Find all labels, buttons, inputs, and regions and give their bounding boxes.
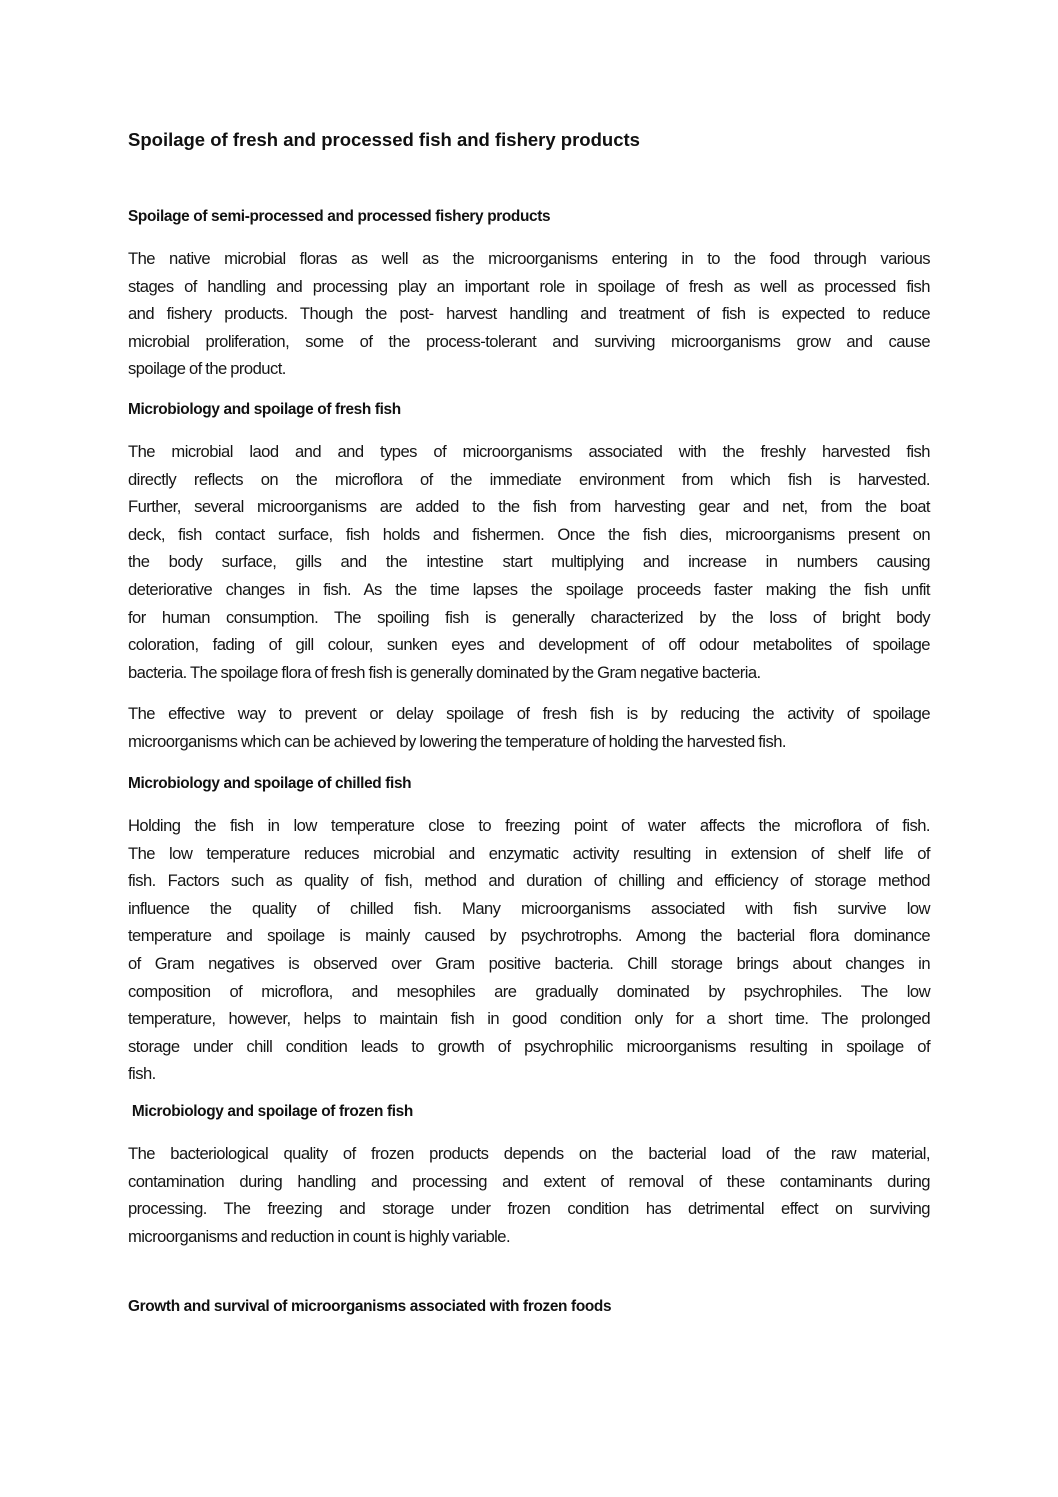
text-line: The native microbial floras as well as the microorganisms entering in to the food through various bbox=[128, 249, 930, 268]
text-line: The low temperature reduces microbial and enzymatic activity resulting in extension of shelf life of bbox=[128, 843, 930, 863]
text-line: microorganisms which can be achieved by lowering the temperature of holding the harvested fish. bbox=[128, 731, 786, 751]
text-line: contamination during handling and processing and extent of removal of these contaminants during bbox=[128, 1171, 930, 1191]
paragraph-fresh-fish bbox=[128, 438, 930, 686]
text-line: storage under chill condition leads to growth of psychrophilic microorganisms resulting in spoilage of bbox=[128, 1036, 930, 1056]
paragraph-frozen-fish bbox=[128, 1140, 930, 1250]
text-line: deteriorative changes in fish. As the time lapses the spoilage proceeds faster making the fish unfit bbox=[128, 579, 930, 599]
text-line: The microbial laod and and types of microorganisms associated with the freshly harvested fish bbox=[128, 442, 930, 461]
text-line: of Gram negatives is observed over Gram positive bacteria. Chill storage brings about changes in bbox=[128, 953, 930, 973]
paragraph-chilled-fish bbox=[128, 812, 930, 1088]
text-line: fish. bbox=[128, 1064, 156, 1084]
section-heading-frozen-foods-growth: Growth and survival of microorganisms associated with frozen foods bbox=[128, 1298, 612, 1315]
text-line: bacteria. The spoilage flora of fresh fish is generally dominated by the Gram negative bacteria. bbox=[128, 662, 761, 682]
text-line: and fishery products. Though the post- harvest handling and treatment of fish is expected to reduce bbox=[128, 304, 930, 324]
text-line: for human consumption. The spoiling fish is generally characterized by the loss of bright body bbox=[128, 607, 930, 627]
section-heading-fresh-fish: Microbiology and spoilage of fresh fish bbox=[128, 401, 401, 418]
section-heading-chilled-fish: Microbiology and spoilage of chilled fish bbox=[128, 775, 412, 792]
text-line: Further, several microorganisms are added to the fish from harvesting gear and net, from the boat bbox=[128, 497, 930, 517]
text-line: deck, fish contact surface, fish holds and fishermen. Once the fish dies, microorganisms present on bbox=[128, 524, 930, 544]
text-line: processing. The freezing and storage under frozen condition has detrimental effect on surviving bbox=[128, 1199, 930, 1219]
text-line: directly reflects on the microflora of the immediate environment from which fish is harvested. bbox=[128, 469, 930, 489]
text-line: microbial proliferation, some of the process-tolerant and surviving microorganisms grow and cause bbox=[128, 331, 930, 351]
text-line: The effective way to prevent or delay spoilage of fresh fish is by reducing the activity of spoilage bbox=[128, 704, 930, 723]
text-line: spoilage of the product. bbox=[128, 359, 286, 379]
section-heading-processed-products: Spoilage of semi-processed and processed fishery products bbox=[128, 208, 551, 225]
text-line: temperature and spoilage is mainly caused by psychrotrophs. Among the bacterial flora dominance bbox=[128, 926, 930, 946]
text-line: coloration, fading of gill colour, sunken eyes and development of off odour metabolites of spoilage bbox=[128, 635, 930, 655]
text-line: influence the quality of chilled fish. Many microorganisms associated with fish survive low bbox=[128, 898, 930, 918]
text-line: temperature, however, helps to maintain fish in good condition only for a short time. The prolonged bbox=[128, 1009, 930, 1029]
paragraph-prevent-spoilage bbox=[128, 700, 930, 755]
section-heading-frozen-fish: Microbiology and spoilage of frozen fish bbox=[128, 1103, 413, 1120]
text-line: fish. Factors such as quality of fish, method and duration of chilling and efficiency of storage method bbox=[128, 871, 930, 891]
text-line: the body surface, gills and the intestine start multiplying and increase in numbers causing bbox=[128, 552, 930, 572]
document-title: Spoilage of fresh and processed fish and fishery products bbox=[128, 129, 640, 150]
paragraph-processed-products bbox=[128, 245, 930, 383]
text-line: composition of microflora, and mesophiles are gradually dominated by psychrophiles. The low bbox=[128, 981, 930, 1001]
text-line: The bacteriological quality of frozen products depends on the bacterial load of the raw material, bbox=[128, 1144, 930, 1163]
text-line: Holding the fish in low temperature close to freezing point of water affects the microflora of fish. bbox=[128, 816, 930, 835]
text-line: stages of handling and processing play an important role in spoilage of fresh as well as processed fish bbox=[128, 276, 930, 296]
text-line: microorganisms and reduction in count is highly variable. bbox=[128, 1226, 511, 1246]
